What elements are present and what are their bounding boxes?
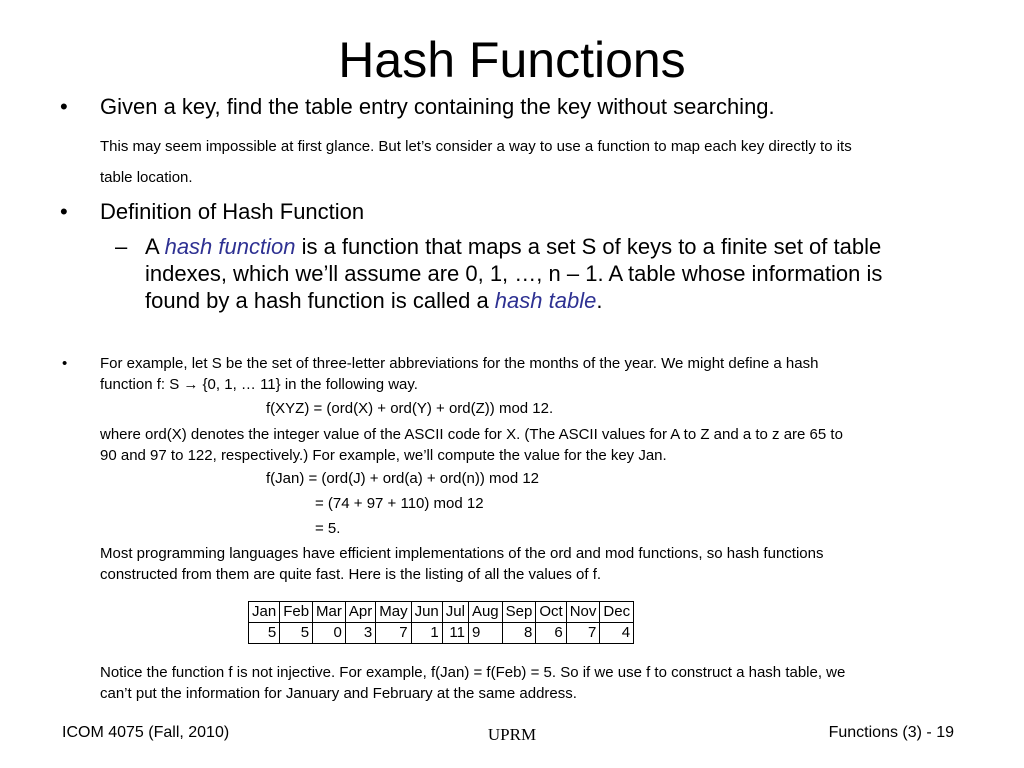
month-cell: May <box>376 602 411 623</box>
bullet2-text: Definition of Hash Function <box>100 199 365 224</box>
value-cell: 7 <box>376 623 411 644</box>
most-line2: constructed from them are quite fast. Here is the listing of all the values of f. <box>100 566 602 583</box>
definition-text: A <box>145 234 165 259</box>
month-cell: Nov <box>566 602 600 623</box>
table-row-months <box>249 602 634 623</box>
bullet1-text: Given a key, find the table entry containing the key without searching. <box>100 94 775 119</box>
month-cell: Oct <box>536 602 566 623</box>
month-cell: Apr <box>345 602 375 623</box>
notice-line2: can’t put the information for January and February at the same address. <box>100 685 577 702</box>
value-cell: 7 <box>566 623 600 644</box>
hash-table-term: hash table <box>494 288 597 313</box>
definition-line2: indexes, which we’ll assume are 0, 1, …, n – 1. A table whose information is <box>145 261 883 286</box>
bullet-dot: • <box>62 355 68 372</box>
month-cell: Feb <box>280 602 313 623</box>
where-line1: where ord(X) denotes the integer value of the ASCII code for X. (The ASCII values for A to Z and a to z are 65 to <box>100 426 843 443</box>
definition-text: is a function that maps a set S of keys to a finite set of table <box>295 234 882 259</box>
formula: f(XYZ) = (ord(X) + ord(Y) + ord(Z)) mod 12. <box>266 400 554 417</box>
value-cell: 1 <box>411 623 442 644</box>
month-cell: Jul <box>442 602 468 623</box>
slide-title: Hash Functions <box>338 32 686 88</box>
month-cell: Mar <box>313 602 346 623</box>
footer-page: Functions (3) - 19 <box>828 724 954 741</box>
value-cell: 5 <box>249 623 280 644</box>
most-line1: Most programming languages have efficient implementations of the ord and mod functions, so hash functions <box>100 545 824 562</box>
value-cell: 5 <box>280 623 313 644</box>
value-cell: 9 <box>468 623 502 644</box>
hash-function-term: hash function <box>164 234 296 259</box>
example-line2: function f: S → {0, 1, … 11} in the following way. <box>100 376 418 393</box>
calc-line3: = 5. <box>315 520 341 537</box>
month-cell: Aug <box>468 602 502 623</box>
bullet1-note-line2: table location. <box>100 169 193 186</box>
calc-line1: f(Jan) = (ord(J) + ord(a) + ord(n)) mod 12 <box>266 470 540 487</box>
where-line2: 90 and 97 to 122, respectively.) For example, we’ll compute the value for the key Jan. <box>100 447 667 464</box>
definition-text: found by a hash function is called a <box>145 288 495 313</box>
table-row-values <box>249 623 634 644</box>
value-cell: 11 <box>442 623 468 644</box>
month-cell: Jan <box>249 602 280 623</box>
bullet-dot: • <box>60 94 68 119</box>
bullet1-note-line1: This may seem impossible at first glance. But let’s consider a way to use a function to map each key directly to its <box>100 138 852 155</box>
value-cell: 6 <box>536 623 566 644</box>
footer-course: ICOM 4075 (Fall, 2010) <box>62 724 230 741</box>
sub-bullet-dash: – <box>115 234 128 259</box>
definition-line1 <box>145 234 881 260</box>
month-cell: Dec <box>600 602 634 623</box>
value-cell: 8 <box>502 623 536 644</box>
definition-line3 <box>145 288 602 314</box>
value-cell: 0 <box>313 623 346 644</box>
footer-institution: UPRM <box>487 725 537 744</box>
month-cell: Jun <box>411 602 442 623</box>
hash-values-table <box>248 601 634 644</box>
notice-line1: Notice the function f is not injective. For example, f(Jan) = f(Feb) = 5. So if we use f to construct a hash table, we <box>100 664 846 681</box>
example-line1: For example, let S be the set of three-letter abbreviations for the months of the year. We might define a hash <box>100 355 819 372</box>
calc-line2: = (74 + 97 + 110) mod 12 <box>315 495 484 512</box>
bullet-dot: • <box>60 199 68 224</box>
month-cell: Sep <box>502 602 536 623</box>
definition-text: . <box>596 288 603 313</box>
value-cell: 3 <box>345 623 375 644</box>
hash-values-table-wrap <box>248 601 634 644</box>
value-cell: 4 <box>600 623 634 644</box>
